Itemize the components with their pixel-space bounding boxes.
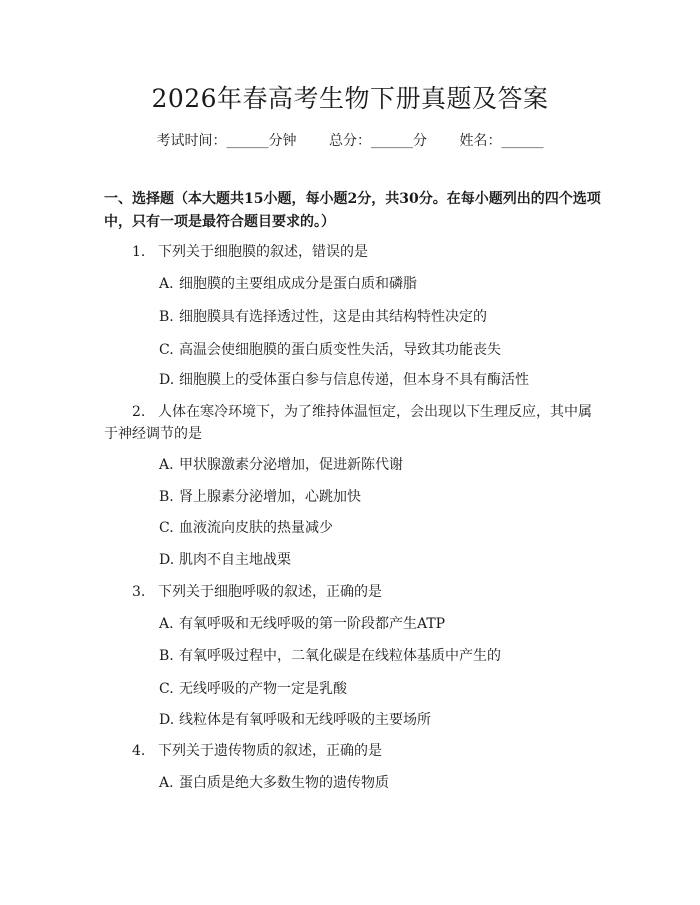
option-text: 高温会使细胞膜的蛋白质变性失活，导致其功能丧失 [179, 342, 501, 358]
option-letter: D. [159, 552, 175, 568]
option-letter: C. [159, 342, 174, 358]
option-text: 肾上腺素分泌增加，心跳加快 [179, 489, 361, 505]
question-2 [104, 401, 604, 445]
question-2-option-b [159, 486, 599, 508]
question-number: 3. [132, 584, 146, 600]
exam-info-line [0, 130, 700, 152]
option-text: 血液流向皮肤的热量减少 [179, 520, 333, 536]
question-number: 1. [132, 244, 146, 260]
question-number: 2. [132, 404, 146, 420]
option-text: 甲状腺激素分泌增加，促进新陈代谢 [179, 457, 403, 473]
option-letter: A. [159, 457, 174, 473]
question-1 [104, 241, 604, 263]
option-letter: C. [159, 681, 174, 697]
option-letter: D. [159, 372, 175, 388]
option-text: 肌肉不自主地战栗 [179, 552, 291, 568]
question-3 [104, 581, 604, 603]
option-text: 线粒体是有氧呼吸和无线呼吸的主要场所 [179, 712, 431, 728]
option-letter: B. [159, 648, 174, 664]
question-1-option-a [159, 273, 599, 295]
option-letter: A. [159, 616, 174, 632]
question-stem: 下列关于细胞膜的叙述，错误的是 [158, 244, 368, 260]
option-text: 细胞膜具有选择透过性，这是由其结构特性决定的 [179, 309, 487, 325]
question-1-option-c [159, 339, 599, 361]
question-2-option-c [159, 517, 599, 539]
question-3-option-c [159, 678, 599, 700]
option-letter: C. [159, 520, 174, 536]
question-2-option-a [159, 454, 599, 476]
question-3-option-a [159, 613, 599, 635]
question-3-option-d [159, 709, 599, 731]
question-4-option-a [159, 772, 599, 794]
question-1-option-b [159, 306, 599, 328]
option-text: 有氧呼吸过程中，二氧化碳是在线粒体基质中产生的 [179, 648, 501, 664]
exam-time-field: 考试时间：______分钟 [156, 133, 297, 149]
option-text: 蛋白质是绝大多数生物的遗传物质 [179, 775, 389, 791]
option-text: 无线呼吸的产物一定是乳酸 [179, 681, 347, 697]
option-text: 细胞膜的主要组成成分是蛋白质和磷脂 [179, 276, 417, 292]
question-2-option-d [159, 549, 599, 571]
section-heading: 一、选择题（本大题共15小题，每小题2分，共30分。在每小题列出的四个选项中，只有一项是最符合题目要求的。） [104, 191, 601, 230]
total-score-field: 总分：______分 [329, 133, 427, 149]
question-stem: 下列关于细胞呼吸的叙述，正确的是 [158, 584, 382, 600]
option-text: 细胞膜上的受体蛋白参与信息传递，但本身不具有酶活性 [179, 372, 529, 388]
student-name-field: 姓名：______ [459, 133, 544, 149]
page-title: 2026年春高考生物下册真题及答案 [151, 84, 549, 113]
question-stem: 人体在寒冷环境下，为了维持体温恒定，会出现以下生理反应，其中属于神经调节的是 [104, 404, 592, 442]
question-stem: 下列关于遗传物质的叙述，正确的是 [158, 743, 382, 759]
question-4 [104, 740, 604, 762]
option-letter: B. [159, 489, 174, 505]
option-letter: A. [159, 276, 174, 292]
question-number: 4. [132, 743, 146, 759]
question-1-option-d [159, 369, 599, 391]
question-3-option-b [159, 645, 599, 667]
option-letter: B. [159, 309, 174, 325]
option-letter: D. [159, 712, 175, 728]
option-text: 有氧呼吸和无线呼吸的第一阶段都产生ATP [179, 616, 446, 632]
option-letter: A. [159, 775, 174, 791]
